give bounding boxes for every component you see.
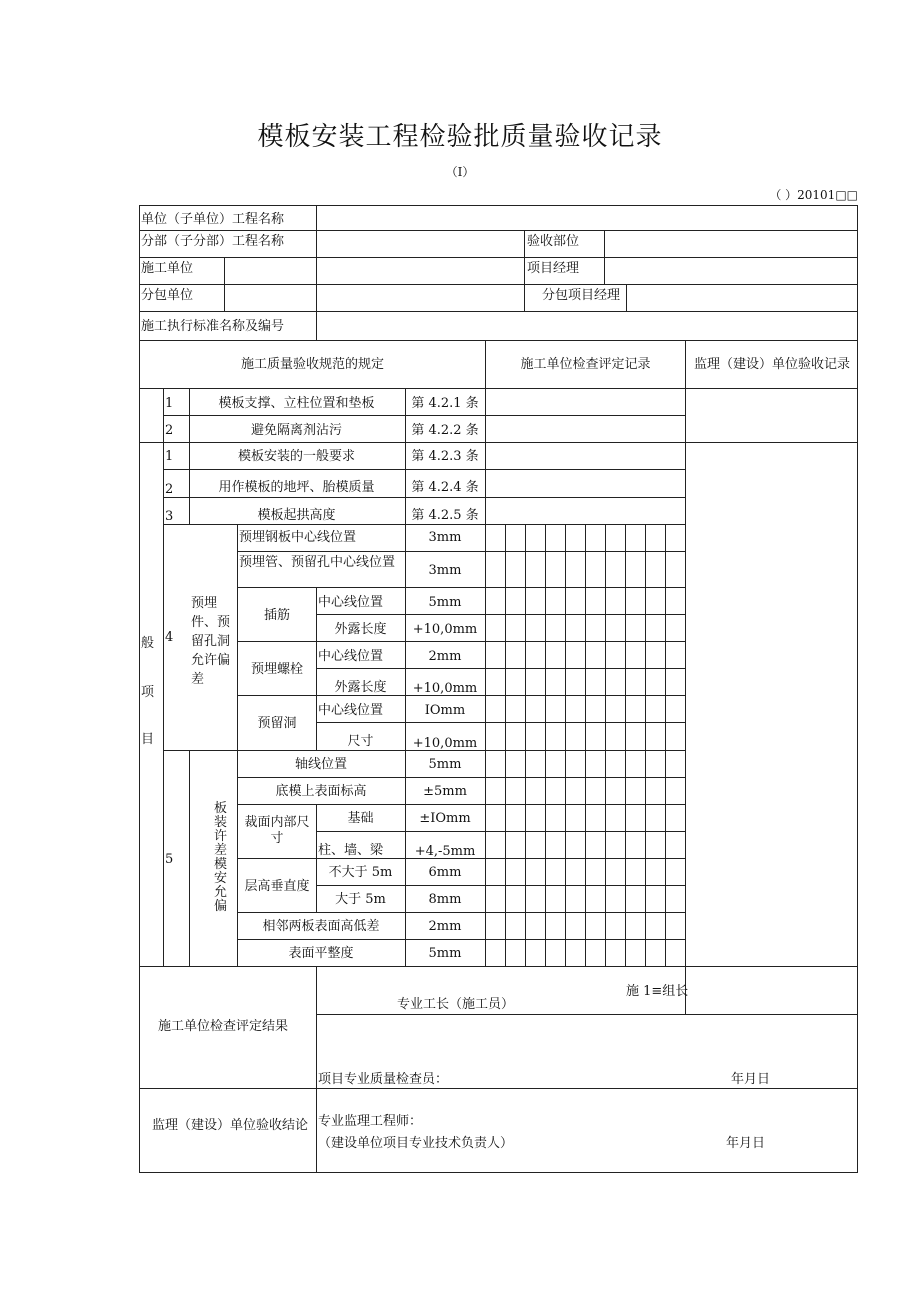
table-rule [237, 939, 686, 940]
item4-row-sub: 中心线位置 [318, 703, 384, 718]
item5-subgroup: 层高垂直度 [244, 879, 310, 894]
table-rule [316, 1014, 858, 1015]
item4-row-value: 2mm [428, 649, 462, 664]
table-rule [565, 524, 566, 967]
table-rule [316, 614, 686, 615]
standard-label: 施工执行标准名称及编号 [141, 319, 285, 334]
item4-row-sub: 中心线位置 [318, 595, 384, 610]
subcontract-unit-label: 分包单位 [141, 288, 194, 303]
main-item-name: 避免隔离剂沾污 [250, 423, 342, 438]
result-label: 施工单位检查评定结果 [158, 1019, 289, 1034]
item4-row-value: +10,0mm [412, 736, 478, 751]
item4-row-sub: 尺寸 [347, 734, 374, 749]
table-rule [139, 284, 858, 285]
construction-unit-label: 施工单位 [141, 261, 194, 276]
item4-row-sub: 中心线位置 [318, 649, 384, 664]
table-rule [139, 388, 858, 389]
result-date: 年月日 [731, 1072, 771, 1087]
table-rule [545, 524, 546, 967]
table-rule [316, 966, 317, 1173]
table-rule [139, 205, 858, 206]
item4-row-sub: 外露长度 [334, 622, 387, 637]
table-rule [665, 524, 666, 967]
main-item-no: 2 [165, 423, 174, 438]
inspector-label: 项目专业质量检查员： [318, 1072, 449, 1087]
table-rule [139, 1172, 858, 1173]
sub-project-label: 分部（子分部）工程名称 [141, 234, 285, 249]
item4-subgroup: 预埋螺栓 [250, 662, 303, 677]
owner-rep-label: （建设单位项目专业技术负责人） [318, 1136, 514, 1151]
table-rule [605, 524, 606, 967]
table-rule [139, 966, 858, 967]
table-rule [625, 524, 626, 967]
item4-row-sub: 外露长度 [334, 680, 387, 695]
item5-row-value: ±IOmm [419, 811, 471, 826]
item4-subgroup: 预留洞 [257, 716, 297, 731]
item4-no: 4 [165, 630, 174, 645]
table-rule [316, 668, 686, 669]
table-rule [163, 497, 686, 498]
conclusion-date: 年月日 [726, 1136, 766, 1151]
engineer-label: 专业监理工程师： [318, 1114, 423, 1129]
table-rule [316, 587, 317, 751]
subcontract-manager-label: 分包项目经理 [542, 288, 621, 303]
form-code: （ ）20101□□ [769, 188, 858, 202]
main-item-name: 模板支撑、立柱位置和垫板 [218, 396, 375, 411]
check-column-header: 施工单位检查评定记录 [520, 357, 651, 372]
item5-row-value: +4,-5mm [414, 844, 476, 859]
item5-row-value: 8mm [428, 892, 462, 907]
general-item-name: 模板安装的一般要求 [237, 449, 355, 464]
item4-subgroup: 插筋 [263, 608, 290, 623]
item5-row-value: 5mm [428, 757, 462, 772]
general-item-no: 2 [165, 482, 174, 497]
general-label-char: 般 [141, 636, 155, 651]
table-rule [139, 442, 858, 443]
unit-project-label: 单位（子单位）工程名称 [141, 212, 285, 227]
item4-row-name: 预埋管、预留孔中心线位置 [239, 555, 396, 570]
general-item-name: 模板起拱高度 [257, 508, 336, 523]
document-subtitle: （I） [445, 165, 475, 179]
general-item-clause: 第 4.2.4 条 [411, 480, 479, 495]
table-rule [163, 415, 686, 416]
table-rule [525, 524, 526, 967]
table-rule [224, 257, 225, 312]
table-rule [189, 750, 190, 967]
table-rule [139, 205, 140, 1173]
table-rule [139, 1088, 858, 1089]
table-rule [139, 257, 858, 258]
document-title: 模板安装工程检验批质量验收记录 [257, 122, 663, 152]
general-label-char: 项 [141, 685, 155, 700]
table-rule [585, 524, 586, 967]
conclusion-label: 监理（建设）单位验收结论 [152, 1118, 309, 1133]
table-rule [485, 340, 486, 967]
table-rule [524, 230, 525, 312]
general-item-clause: 第 4.2.3 条 [411, 449, 479, 464]
table-rule [237, 804, 686, 805]
item5-no: 5 [165, 852, 174, 867]
table-rule [237, 587, 686, 588]
item5-subgroup: 裁面内部尺寸 [244, 815, 310, 846]
table-rule [505, 524, 506, 967]
supervisor-column-header: 监理（建设）单位验收记录 [693, 357, 850, 372]
table-rule [645, 524, 646, 967]
item5-row-name: 底模上表面标高 [275, 784, 367, 799]
table-rule [857, 205, 858, 1173]
item5-row-sub: 不大于 5m [328, 865, 393, 880]
item4-row-value: 3mm [428, 530, 462, 545]
general-item-clause: 第 4.2.5 条 [411, 508, 479, 523]
main-item-no: 1 [165, 396, 174, 411]
team-leader-label: 施 1≡组长 [626, 984, 689, 999]
table-rule [139, 340, 858, 341]
item4-row-value: +10,0mm [412, 681, 478, 696]
item5-row-value: 6mm [428, 865, 462, 880]
general-item-name: 用作模板的地坪、胎模质量 [218, 480, 375, 495]
item5-group: 板装许差模安允偏 [214, 801, 228, 914]
item5-row-name: 相邻两板表面高低差 [262, 919, 380, 934]
table-rule [139, 311, 858, 312]
table-rule [626, 284, 627, 312]
item5-row-sub: 柱、墙、梁 [318, 843, 384, 858]
main-item-clause: 第 4.2.2 条 [411, 423, 479, 438]
acceptance-part-label: 验收部位 [527, 234, 580, 249]
table-rule [237, 777, 686, 778]
spec-column-header: 施工质量验收规范的规定 [240, 357, 384, 372]
table-rule [237, 641, 686, 642]
general-item-no: 1 [165, 449, 174, 464]
item5-row-sub: 大于 5m [335, 892, 386, 907]
table-rule [604, 230, 605, 285]
item4-group: 预埋件、预留孔洞允许偏差 [191, 596, 231, 687]
table-rule [237, 551, 686, 552]
item4-row-value: 3mm [428, 563, 462, 578]
table-rule [316, 205, 317, 341]
item4-row-value: +10,0mm [412, 622, 478, 637]
item4-row-value: IOmm [424, 703, 466, 718]
table-rule [316, 722, 686, 723]
table-rule [163, 469, 686, 470]
item5-row-value: 2mm [428, 919, 462, 934]
table-rule [237, 912, 686, 913]
item4-row-value: 5mm [428, 595, 462, 610]
table-rule [163, 524, 686, 525]
item4-row-name: 预埋钢板中心线位置 [239, 530, 357, 545]
foreman-label: 专业工长（施工员） [397, 997, 515, 1012]
table-rule [163, 388, 164, 967]
item5-row-name: 轴线位置 [294, 757, 347, 772]
table-rule [316, 885, 686, 886]
table-rule [139, 230, 858, 231]
item5-row-name: 表面平整度 [288, 946, 354, 961]
item5-row-value: ±5mm [423, 784, 467, 799]
general-item-no: 3 [165, 509, 174, 524]
item5-row-value: 5mm [428, 946, 462, 961]
table-rule [685, 340, 686, 1015]
table-rule [316, 831, 686, 832]
general-label-char: 目 [141, 732, 155, 747]
table-rule [237, 524, 238, 967]
project-manager-label: 项目经理 [527, 261, 580, 276]
item5-row-sub: 基础 [347, 811, 374, 826]
main-item-clause: 第 4.2.1 条 [411, 396, 479, 411]
